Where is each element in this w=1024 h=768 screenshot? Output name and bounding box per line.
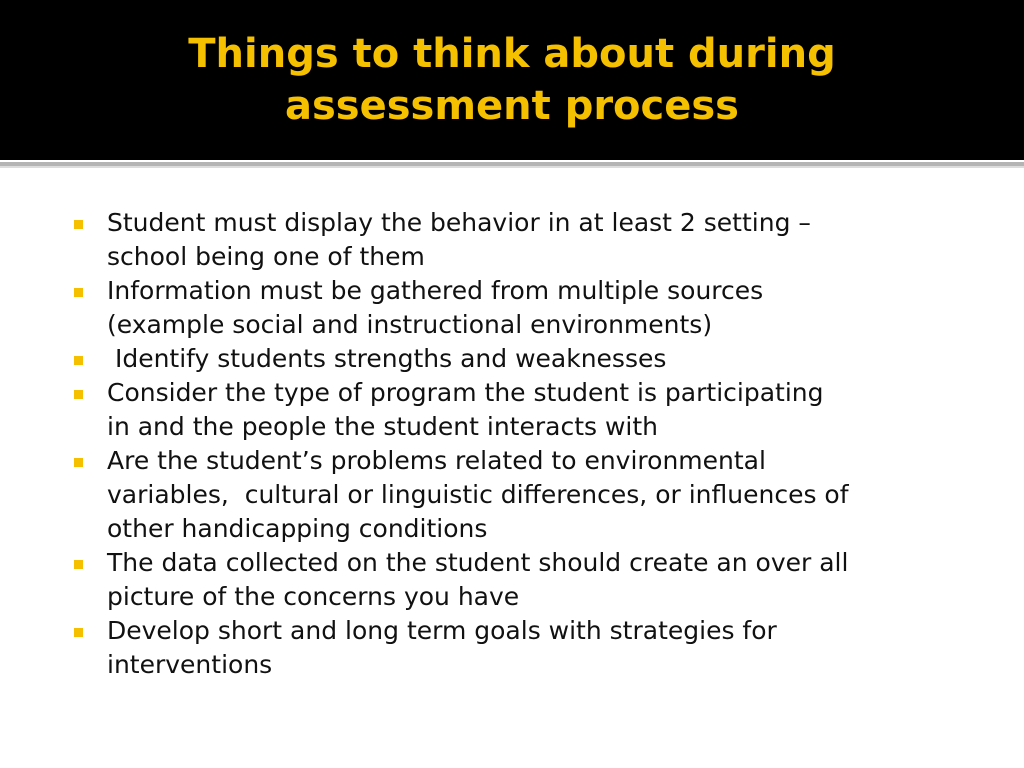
bullet-item xyxy=(74,614,974,682)
bullet-item xyxy=(74,342,974,376)
square-bullet-icon xyxy=(74,288,83,297)
bullet-list xyxy=(74,206,974,682)
bullet-item xyxy=(74,376,974,444)
square-bullet-icon xyxy=(74,390,83,399)
bullet-item xyxy=(74,444,974,546)
bullet-text: Develop short and long term goals with strategies for interventions xyxy=(107,616,777,679)
slide-title xyxy=(62,28,962,132)
title-bar xyxy=(0,0,1024,160)
bullet-text: Identify students strengths and weaknesses xyxy=(107,344,667,373)
slide-title-line-1: Things to think about during xyxy=(188,31,836,77)
bullet-text: The data collected on the student should create an over all picture of the concerns you have xyxy=(107,548,849,611)
bullet-text: Consider the type of program the student is participating in and the people the student interacts with xyxy=(107,378,824,441)
bullet-item xyxy=(74,546,974,614)
square-bullet-icon xyxy=(74,220,83,229)
bullet-item xyxy=(74,206,974,274)
bullet-text: Information must be gathered from multiple sources (example social and instructional environments) xyxy=(107,276,764,339)
square-bullet-icon xyxy=(74,458,83,467)
square-bullet-icon xyxy=(74,628,83,637)
bullet-text: Student must display the behavior in at least 2 setting – school being one of them xyxy=(107,208,811,271)
square-bullet-icon xyxy=(74,356,83,365)
bullet-item xyxy=(74,274,974,342)
slide-title-line-2: assessment process xyxy=(285,83,739,129)
bullet-text: Are the student’s problems related to environmental variables, cultural or linguistic differences, or influences of other handicapping conditions xyxy=(107,446,849,543)
square-bullet-icon xyxy=(74,560,83,569)
title-divider-highlight xyxy=(0,166,1024,168)
